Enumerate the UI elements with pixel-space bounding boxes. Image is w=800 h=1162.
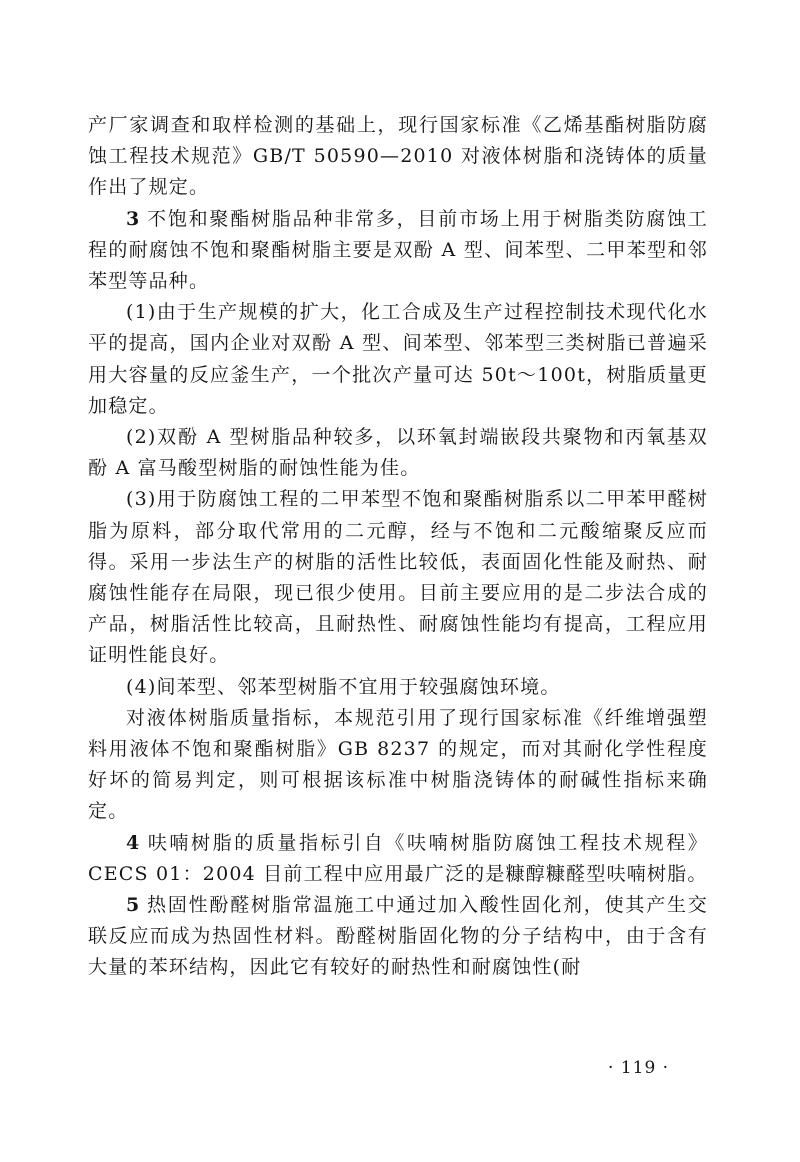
paragraph-text: (2)双酚 A 型树脂品种较多，以环氧封端嵌段共聚物和丙氧基双酚 A 富马酸型树脂的耐蚀性能为佳。: [88, 426, 708, 480]
paragraph-sub-3: [88, 484, 708, 671]
item-number: 4: [126, 831, 141, 854]
paragraph-text: (4)间苯型、邻苯型树脂不宜用于较强腐蚀环境。: [126, 675, 561, 698]
paragraph-continuation: [88, 110, 708, 204]
paragraph-text: (1)由于生产规模的扩大，化工合成及生产过程控制技术现代化水平的提高，国内企业对双酚 A 型、间苯型、邻苯型三类树脂已普遍采用大容量的反应釜生产，一个批次产量可达 50t～100t，树脂质量更加稳定。: [88, 301, 708, 417]
paragraph-item-4: [88, 828, 708, 890]
item-number: 5: [126, 894, 141, 917]
paragraph-item-5: [88, 890, 708, 984]
paragraph-text: 产厂家调查和取样检测的基础上，现行国家标准《乙烯基酯树脂防腐蚀工程技术规范》GB/T 50590—2010 对液体树脂和浇铸体的质量作出了规定。: [88, 114, 708, 199]
page-number: · 119 ·: [608, 1058, 670, 1078]
document-page: [88, 110, 708, 984]
paragraph-item-3: [88, 204, 708, 298]
paragraph-sub-2: [88, 422, 708, 484]
paragraph-quality-indicators: [88, 703, 708, 828]
paragraph-text: 热固性酚醛树脂常温施工中通过加入酸性固化剂，使其产生交联反应而成为热固性材料。酚醛树脂固化物的分子结构中，由于含有大量的苯环结构，因此它有较好的耐热性和耐腐蚀性(耐: [88, 894, 708, 979]
paragraph-text: (3)用于防腐蚀工程的二甲苯型不饱和聚酯树脂系以二甲苯甲醛树脂为原料，部分取代常用的二元醇，经与不饱和二元酸缩聚反应而得。采用一步法生产的树脂的活性比较低，表面固化性能及耐热、耐腐蚀性能存在局限，现已很少使用。目前主要应用的是二步法合成的产品，树脂活性比较高，且耐热性、耐腐蚀性能均有提高，工程应用证明性能良好。: [88, 488, 708, 667]
paragraph-text: 对液体树脂质量指标，本规范引用了现行国家标准《纤维增强塑料用液体不饱和聚酯树脂》GB 8237 的规定，而对其耐化学性程度好坏的简易判定，则可根据该标准中树脂浇铸体的耐碱性指标来确定。: [88, 706, 708, 823]
paragraph-sub-1: [88, 297, 708, 422]
paragraph-text: 呋喃树脂的质量指标引自《呋喃树脂防腐蚀工程技术规程》CECS 01：2004 目前工程中应用最广泛的是糠醇糠醛型呋喃树脂。: [88, 831, 708, 885]
paragraph-sub-4: [88, 672, 708, 703]
item-number: 3: [126, 207, 141, 230]
paragraph-text: 不饱和聚酯树脂品种非常多，目前市场上用于树脂类防腐蚀工程的耐腐蚀不饱和聚酯树脂主要是双酚 A 型、间苯型、二甲苯型和邻苯型等品种。: [88, 207, 708, 293]
